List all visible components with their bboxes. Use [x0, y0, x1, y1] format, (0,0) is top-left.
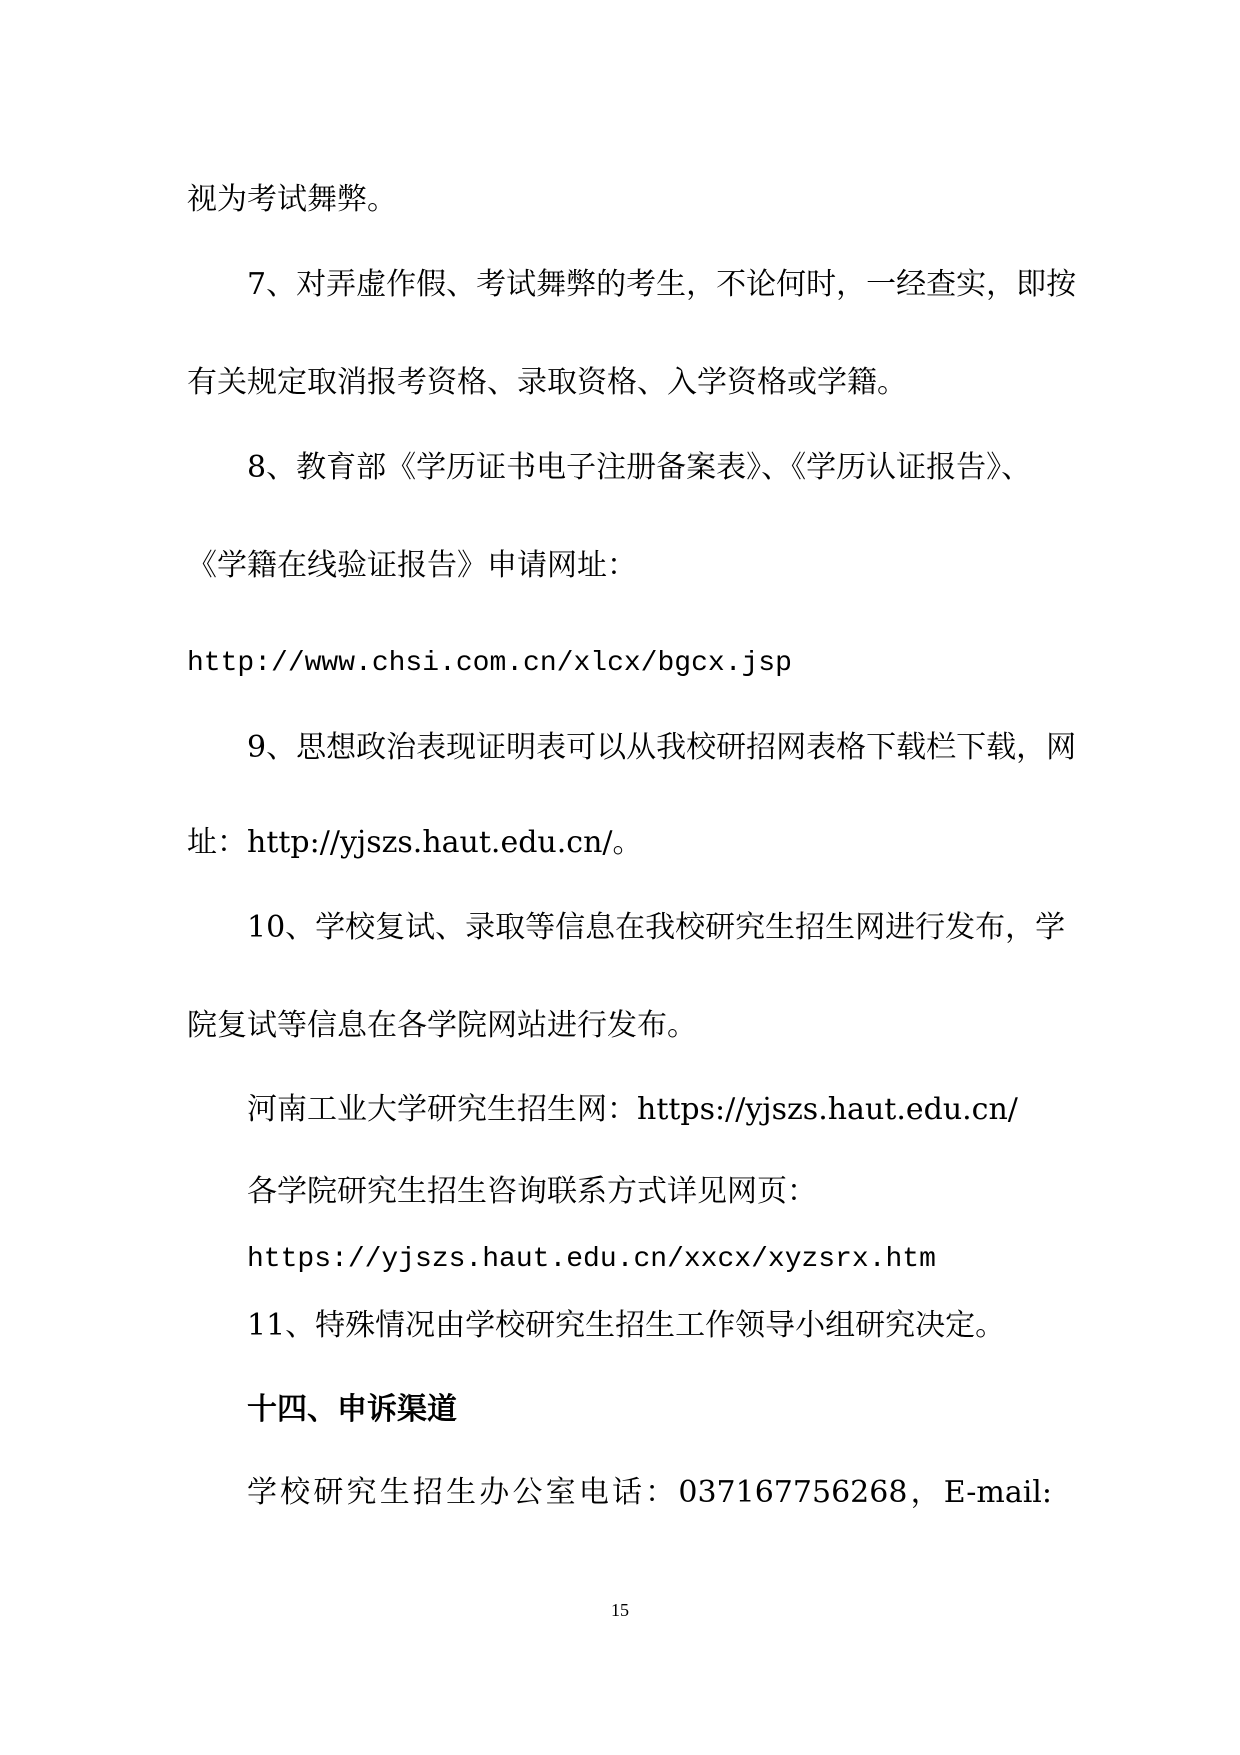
- text-line: 10、学校复试、录取等信息在我校研究生招生网进行发布，学: [247, 910, 1066, 945]
- text-line: 院复试等信息在各学院网站进行发布。: [187, 1008, 697, 1043]
- text-line: 河南工业大学研究生招生网：https://yjszs.haut.edu.cn/: [247, 1092, 1018, 1127]
- text-line: 址：http://yjszs.haut.edu.cn/。: [187, 825, 643, 860]
- text-line: 9、思想政治表现证明表可以从我校研招网表格下载栏下载，网: [247, 730, 1077, 765]
- url-line: http://www.chsi.com.cn/xlcx/bgcx.jsp: [187, 648, 792, 679]
- text-line: 《学籍在线验证报告》申请网址：: [187, 548, 637, 583]
- text-line: 有关规定取消报考资格、录取资格、入学资格或学籍。: [187, 365, 907, 400]
- text-line: 11、特殊情况由学校研究生招生工作领导小组研究决定。: [247, 1308, 1006, 1343]
- text-line: 7、对弄虚作假、考试舞弊的考生，不论何时，一经查实，即按: [247, 267, 1077, 302]
- section-heading: 十四、申诉渠道: [247, 1392, 457, 1427]
- text-line: 各学院研究生招生咨询联系方式详见网页：: [247, 1174, 817, 1209]
- page-number: 15: [611, 1600, 629, 1620]
- text-line: 8、教育部《学历证书电子注册备案表》、《学历认证报告》、: [247, 450, 1032, 485]
- url-line: https://yjszs.haut.edu.cn/xxcx/xyzsrx.htm: [247, 1244, 936, 1275]
- text-line: 学校研究生招生办公室电话：037167756268，E-mail:: [247, 1475, 1052, 1510]
- text-line: 视为考试舞弊。: [187, 182, 397, 217]
